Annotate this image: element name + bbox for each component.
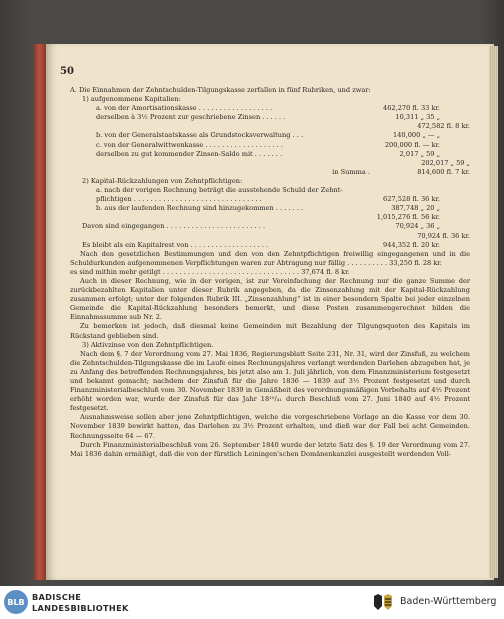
ledger-line [60, 232, 470, 241]
paragraph: Auch in dieser Rechnung, wie in der vorigen, ist zur Vereinfachung der Rechnung nur die ganze Summe der zurückbezahlten Kapitalien unter dieser Rubrik angegeben, da die Zinsenzahlung mit der Kapital-Rückzahlung zusammen erfolgt; unter der folgenden Rubrik III. „Zinsenzahlung“ ist in einer besondern Spalte bei jeder einzelnen Gemeinde die Kapital-Rückzahlung besonders bemerkt, und diese Posten zusammengerechnet bilden die Einnahmssumme sub Nr. 2. [70, 276, 470, 322]
paragraph: Durch Finanzministerialbeschluß vom 26. September 1840 wurde der letzte Satz des §. 19 der Verordnung vom 27. Mai 1836 dahin ermäßigt, daß die von der fürstlich Leiningen'schen Domänenkanzlei ausgestellt werdenden Voll- [70, 440, 470, 458]
ledger-line [60, 168, 470, 177]
ledger-amount: 627,528 fl. 36 kr. [383, 195, 440, 204]
ledger-line [60, 159, 470, 168]
ledger-amount: 462,270 fl. 33 kr. [383, 104, 440, 113]
blb-line1: BADISCHE [32, 592, 82, 602]
ledger-line [60, 150, 470, 159]
ledger-line-text: a. nach der vorigen Rechnung beträgt die ausstehende Schuld der Zehnt- [96, 186, 343, 195]
paragraph: Zu bemerken ist jedoch, daß diesmal keine Gemeinden mit Bezahlung der Tilgungsquoten des Kapitals im Rückstand geblieben sind. [70, 322, 470, 340]
ledger-line [60, 222, 470, 231]
ledger-amount: 1,015,276 fl. 56 kr. [376, 213, 440, 222]
ledger-amount: 140,000 „ — „ [393, 131, 440, 140]
ledger-line [60, 241, 470, 250]
ledger-line-text: b. aus der laufenden Rechnung sind hinzugekommen . . . . . . . [96, 204, 304, 213]
paragraph: Ausnahmsweise sollen aber jene Zehntpflichtigen, welche die vorgeschriebene Vorlage an die Kasse vor dem 30. November 1839 bewirkt hatten, das Darlehen zu 3½ Prozent erhalten, und dieß war der Fall bei acht Gemeinden. Rechnungsseite 64 — 67. [70, 413, 470, 440]
ledger-amount: 200,000 fl. — kr. [384, 140, 440, 149]
ledger-line-text: derselben zu gut kommender Zinsen-Saldo mit . . . . . . . [96, 149, 283, 158]
paragraph: es sind mithin mehr getilgt . . . . . . . . . . . . . . . . . . . . . . . . . . . . . . . . . 37,674 fl. 8 kr. [70, 267, 350, 276]
ledger-total: 202,017 „ 59 „ [421, 158, 470, 167]
ledger-line [60, 95, 470, 104]
footer-bar [0, 586, 504, 619]
ledger-amount: 2,017 „ 59 „ [399, 149, 440, 158]
blb-line2: LANDESBIBLIOTHEK [32, 602, 129, 613]
ledger-line [60, 186, 470, 195]
ledger-line-text: c. von der Generalwittwenkasse . . . . . . . . . . . . . . . . . . . [96, 140, 283, 149]
ledger-total: 814,600 fl. 7 kr. [417, 167, 470, 176]
paragraph: 3) Aktivzinse von den Zehntpflichtigen. [82, 340, 214, 349]
page-content [60, 86, 470, 459]
paragraph: Nach dem §. 7 der Verordnung vom 27. Mai 1836, Regierungsblatt Seite 231, Nr. 31, wird der Zinsfuß, zu welchem die Zehntschulden-Tilgungskasse die im Laufe eines Rechnungsjahres verlangt werdenden Darlehen abzugeben hat, je zu Anfang des betreffenden Rechnungsjahres, bis jetzt also am 1. Juli jährlich, von dem Finanzministerium festgesetzt und bekannt gemacht; nachdem der Zinsfuß für die Jahre 1836 — 1839 auf 3½ Prozent festgesetzt und durch Finanzministerialbeschluß vom 30. November 1839 in Gemäßheit des verordnungsmäßigen Vorbehalts auf 4½ Prozent erhöht worden war, wurde der Zinsfuß für das Jahr 18¹⁰/₄₁ durch Beschluß vom 27. Juni 1840 auf 4½ Prozent festgesetzt. [70, 349, 470, 413]
ledger-amount: 944,352 fl. 20 kr. [383, 240, 440, 249]
ledger-line [60, 204, 470, 213]
ledger-line-text: in Summa . [332, 167, 370, 176]
ledger-line [60, 104, 470, 113]
blb-logo-icon[interactable]: BLB [4, 590, 28, 614]
ledger-line [60, 86, 470, 95]
ledger-line-text: Davon sind eingegangen . . . . . . . . . . . . . . . . . . . . . . . . [82, 222, 266, 231]
ledger-line [60, 195, 470, 204]
ledger-total: 70,924 fl. 36 kr. [417, 231, 470, 240]
ledger-line-text: derselben à 3½ Prozent zur geschriebene Zinsen . . . . . . [96, 113, 286, 122]
bw-name[interactable]: Baden-Württemberg [400, 596, 497, 607]
ledger-line-text: 1) aufgenommene Kapitalien: [82, 95, 181, 104]
ledger-amount: 70,924 „ 36 „ [395, 222, 440, 231]
ledger-amount: 10,311 „ 35 „ [395, 113, 440, 122]
ledger-total: 472,582 fl. 8 kr. [417, 122, 470, 131]
ledger-line-text: b. von der Generalstaatskasse als Grundstocksverwaltung . . . [96, 131, 304, 140]
page-number: 50 [60, 66, 74, 77]
page-edges [489, 46, 498, 578]
ledger-line-text: 2) Kapital-Rückzahlungen von Zehntpflichtigen: [82, 176, 243, 185]
blb-name[interactable] [32, 592, 129, 613]
ledger-line [60, 213, 470, 222]
ledger-line-text: Es bleibt als ein Kapitalrest von . . . . . . . . . . . . . . . . . . . [82, 240, 269, 249]
ledger-line [60, 122, 470, 131]
ledger-line [60, 177, 470, 186]
ledger-line [60, 113, 470, 122]
ledger-line [60, 141, 470, 150]
paragraph: Nach den gesetzlichen Bestimmungen und den von den Zehntpflichtigen freiwillig eingegangenen und in die Schuldurkunden aufgenommenen Verpflichtungen waren zur Abtragung nur fällig . . . . . . . . . . 33,250 fl. 28 kr. [70, 249, 470, 267]
ledger-amount: 387,748 „ 20 „ [391, 204, 440, 213]
bw-crest-icon[interactable] [372, 592, 394, 612]
ledger-line-text: A. Die Einnahmen der Zehntschulden-Tilgungskasse zerfallen in fünf Rubriken, und zwar: [70, 86, 371, 94]
ledger-line-text: a. von der Amortisationskasse . . . . . . . . . . . . . . . . . . [96, 104, 273, 113]
ledger-line-text: pflichtigen . . . . . . . . . . . . . . . . . . . . . . . . . . . . . . . [96, 195, 262, 204]
ledger-line [60, 131, 470, 140]
